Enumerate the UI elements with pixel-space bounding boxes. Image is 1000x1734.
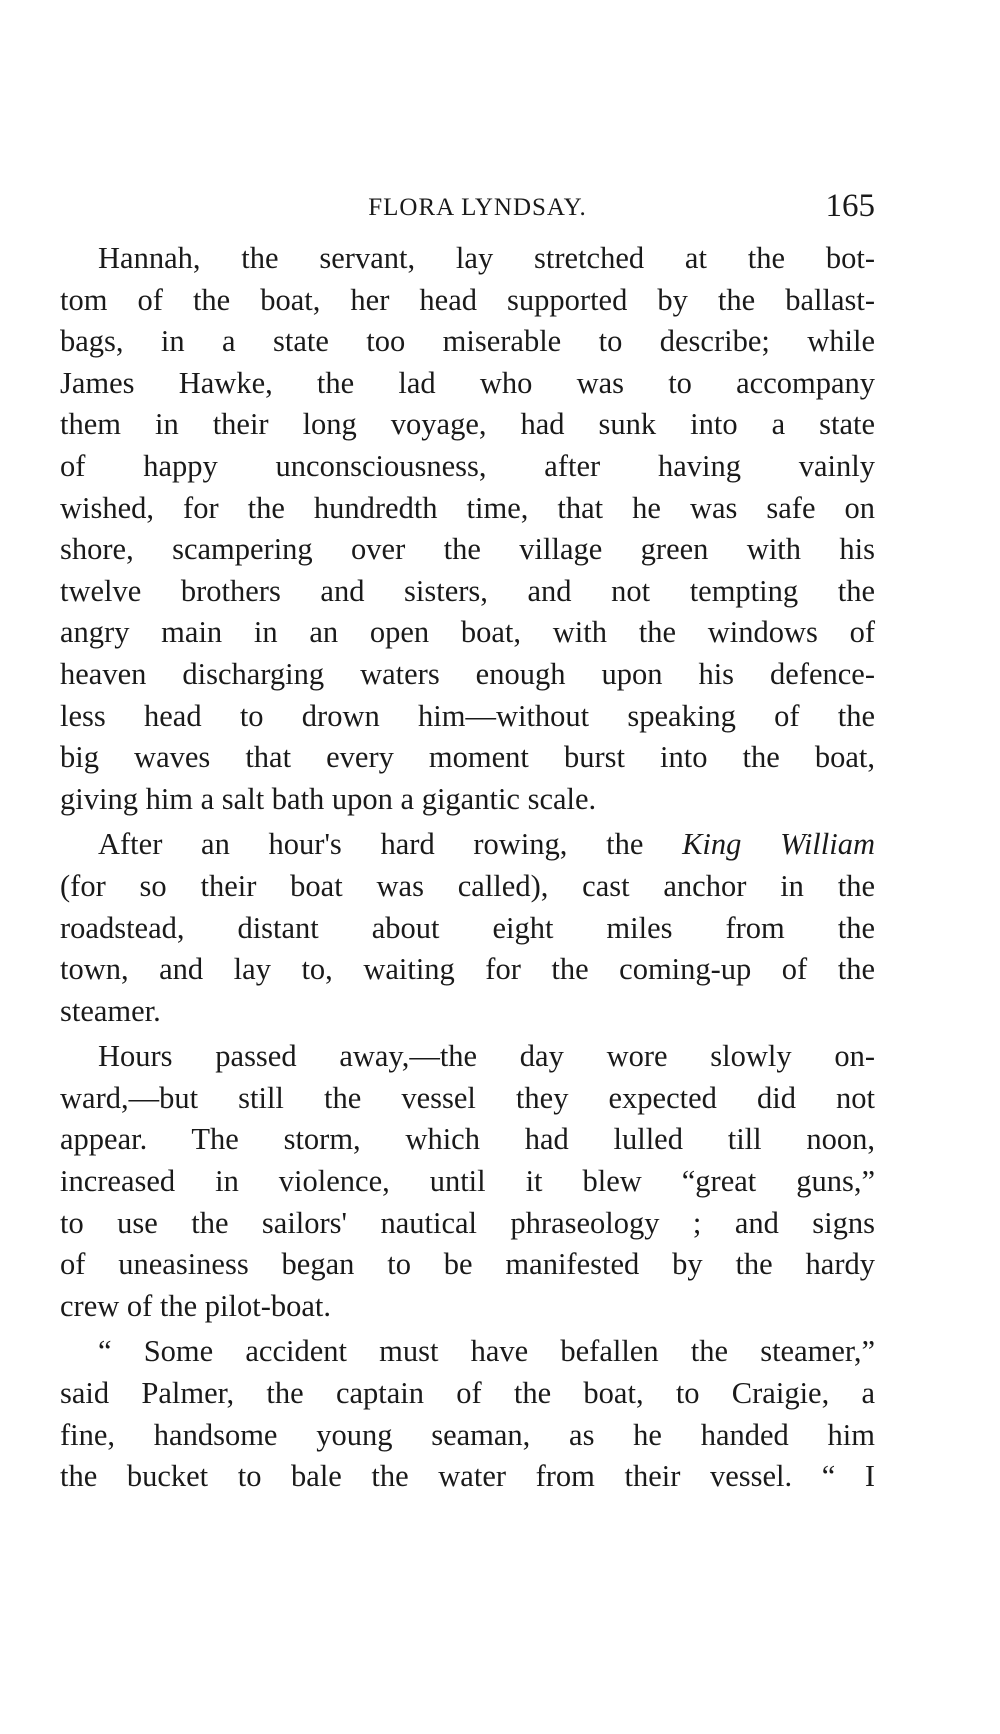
text-line: said Palmer, the captain of the boat, to Craigie, a (60, 1376, 875, 1411)
text-line: town, and lay to, waiting for the coming-up of the (60, 952, 875, 987)
paragraph-3 (60, 1036, 875, 1327)
text-line: ward,—but still the vessel they expected did not (60, 1080, 875, 1115)
text-segment: After an hour's hard rowing, the (98, 827, 683, 862)
text-line: the bucket to bale the water from their vessel. “ I (60, 1459, 875, 1494)
running-head (60, 188, 875, 228)
text-line: them in their long voyage, had sunk into a state (60, 407, 875, 442)
text-line: crew of the pilot-boat. (60, 1288, 332, 1323)
text-line: fine, handsome young seaman, as he handed him (60, 1417, 875, 1452)
paragraph-4 (60, 1331, 875, 1497)
text-line: wished, for the hundredth time, that he was safe on (60, 490, 875, 525)
text-line: Hours passed away,—the day wore slowly on- (98, 1039, 875, 1074)
text-line: (for so their boat was called), cast anchor in the (60, 868, 875, 903)
running-head-title: FLORA LYNDSAY. (368, 194, 587, 221)
text-line: roadstead, distant about eight miles from the (60, 910, 875, 945)
text-line: appear. The storm, which had lulled till noon, (60, 1122, 875, 1157)
text-line: giving him a salt bath upon a gigantic scale. (60, 781, 597, 816)
text-line: James Hawke, the lad who was to accompany (60, 365, 875, 400)
page-number: 165 (825, 188, 875, 224)
text-line: heaven discharging waters enough upon his defence- (60, 656, 875, 691)
text-line: twelve brothers and sisters, and not tempting the (60, 573, 875, 608)
text-line: less head to drown him—without speaking of the (60, 698, 875, 733)
text-line: to use the sailors' nautical phraseology ; and signs (60, 1205, 875, 1240)
text-line: Hannah, the servant, lay stretched at the bot- (98, 241, 875, 275)
text-line (60, 824, 875, 866)
text-line: steamer. (60, 993, 161, 1028)
text-line: shore, scampering over the village green with his (60, 532, 875, 567)
text-line: of uneasiness began to be manifested by the hardy (60, 1247, 875, 1282)
text-line: increased in violence, until it blew “great guns,” (60, 1164, 875, 1199)
paragraph-1 (60, 238, 875, 820)
text-line: big waves that every moment burst into the boat, (60, 740, 875, 775)
boat-name-italic: King William (682, 827, 875, 862)
body-text (60, 238, 875, 1502)
text-line: “ Some accident must have befallen the steamer,” (98, 1334, 875, 1369)
text-line: angry main in an open boat, with the windows of (60, 615, 875, 650)
text-line: bags, in a state too miserable to describe; while (60, 324, 875, 359)
paragraph-2 (60, 824, 875, 1032)
text-line: tom of the boat, her head supported by the ballast- (60, 282, 875, 317)
text-line: of happy unconsciousness, after having vainly (60, 448, 875, 483)
